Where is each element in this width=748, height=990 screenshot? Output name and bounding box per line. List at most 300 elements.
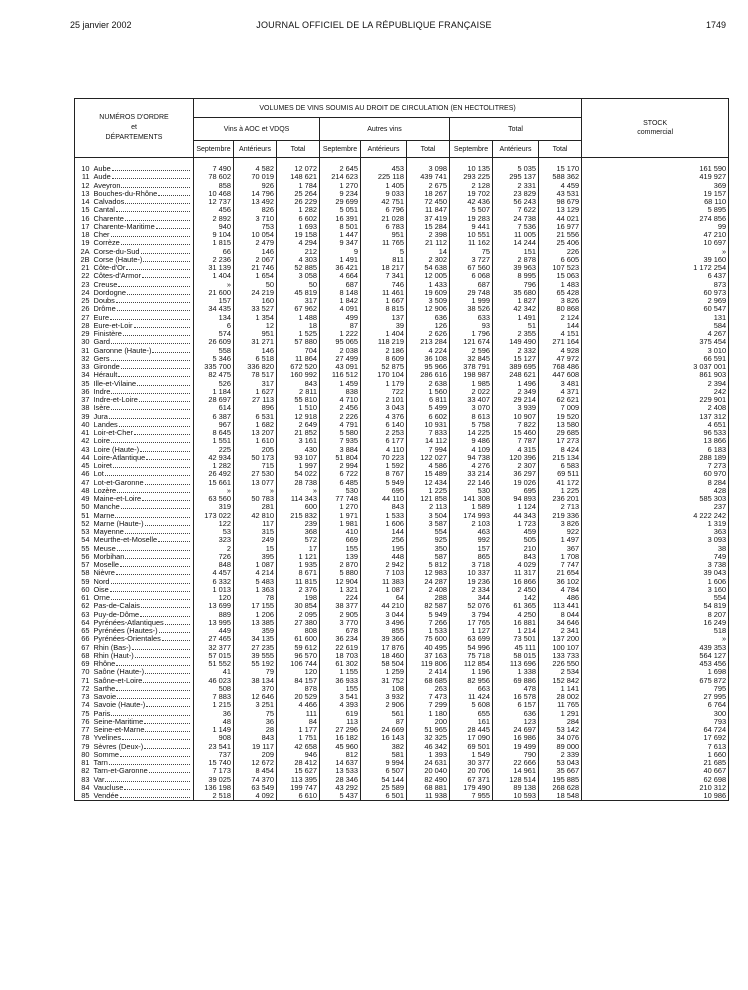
table-row bbox=[75, 520, 729, 528]
value-cell: 57 880 bbox=[277, 338, 320, 346]
department-name: Hérault bbox=[93, 371, 118, 380]
table-row bbox=[75, 569, 729, 577]
value-cell: 3 160 bbox=[582, 586, 729, 594]
value-cell: 3 939 bbox=[493, 404, 539, 412]
value-cell: 1 496 bbox=[493, 380, 539, 388]
value-cell: 1 491 bbox=[320, 256, 361, 264]
value-cell: 52 875 bbox=[361, 363, 407, 371]
dot-leader bbox=[116, 664, 190, 666]
value-cell: 38 bbox=[582, 545, 729, 553]
department-name: Indre-et-Loire bbox=[93, 396, 138, 404]
department-number: 44 bbox=[75, 454, 93, 462]
department-number: 54 bbox=[75, 536, 93, 544]
table-row bbox=[75, 454, 729, 462]
value-cell: 1 087 bbox=[234, 561, 277, 569]
department-name-cell bbox=[93, 668, 194, 676]
department-name: Pyrénées (Hautes-) bbox=[93, 627, 158, 635]
table-row bbox=[75, 190, 729, 198]
value-cell: 63 560 bbox=[194, 495, 234, 503]
department-name: Gers bbox=[93, 354, 110, 363]
value-cell: 9 441 bbox=[450, 223, 493, 231]
value-cell: 34 646 bbox=[539, 619, 582, 627]
department-number: 56 bbox=[75, 553, 93, 561]
value-cell: 21 852 bbox=[277, 429, 320, 437]
value-cell: 13 580 bbox=[539, 421, 582, 429]
value-cell: 8 207 bbox=[582, 611, 729, 619]
value-cell: 62 698 bbox=[582, 776, 729, 784]
value-cell: 1 592 bbox=[361, 462, 407, 470]
value-cell: 8 424 bbox=[539, 446, 582, 454]
value-cell: 678 bbox=[320, 627, 361, 635]
dot-leader bbox=[125, 532, 190, 534]
value-cell: 17 273 bbox=[539, 437, 582, 445]
department-number: 57 bbox=[75, 561, 93, 569]
dot-leader bbox=[121, 367, 190, 369]
value-cell: 256 bbox=[361, 536, 407, 544]
value-cell: 1 225 bbox=[539, 487, 582, 495]
value-cell: 6 811 bbox=[407, 396, 450, 404]
value-cell: 39 160 bbox=[582, 256, 729, 264]
value-cell: 926 bbox=[234, 182, 277, 190]
value-cell: 9 994 bbox=[361, 759, 407, 767]
value-cell: 3 043 bbox=[361, 404, 407, 412]
value-cell: 1 693 bbox=[277, 223, 320, 231]
value-cell: 7 273 bbox=[582, 462, 729, 470]
value-cell: 7 266 bbox=[407, 619, 450, 627]
value-cell: 4 582 bbox=[234, 165, 277, 173]
value-cell: 288 189 bbox=[582, 454, 729, 462]
value-cell: 36 297 bbox=[493, 470, 539, 478]
department-name: Indre bbox=[93, 387, 111, 396]
value-cell: 600 bbox=[277, 503, 320, 511]
value-cell: 24 219 bbox=[234, 289, 277, 297]
table-row bbox=[75, 371, 729, 379]
value-cell: 10 986 bbox=[582, 792, 729, 801]
dot-leader bbox=[126, 268, 190, 270]
dep-header-line: DÉPARTEMENTS bbox=[105, 134, 163, 141]
value-cell: 27 380 bbox=[277, 619, 320, 627]
value-cell: 2 456 bbox=[320, 404, 361, 412]
value-cell: 1 225 bbox=[407, 487, 450, 495]
department-name: Loire-Atlantique bbox=[93, 453, 146, 462]
value-cell: 795 bbox=[582, 685, 729, 693]
table-row bbox=[75, 281, 729, 289]
value-cell: 236 201 bbox=[539, 495, 582, 503]
value-cell: 2 906 bbox=[361, 701, 407, 709]
department-name-cell bbox=[93, 437, 194, 445]
value-cell: 13 077 bbox=[234, 479, 277, 487]
department-number: 76 bbox=[75, 718, 93, 726]
department-number: 21 bbox=[75, 264, 93, 272]
value-cell: 34 435 bbox=[194, 305, 234, 313]
value-cell: 37 163 bbox=[407, 652, 450, 660]
value-cell: 447 608 bbox=[539, 371, 582, 379]
value-cell: 52 885 bbox=[277, 264, 320, 272]
department-name-cell bbox=[93, 586, 194, 594]
value-cell: 18 217 bbox=[361, 264, 407, 272]
value-cell: 5 507 bbox=[450, 206, 493, 214]
department-name-cell bbox=[93, 248, 194, 256]
table-row bbox=[75, 413, 729, 421]
value-cell: 120 bbox=[277, 668, 320, 676]
value-cell: 6 177 bbox=[361, 437, 407, 445]
department-name: Charente-Maritime bbox=[93, 222, 155, 231]
table-row bbox=[75, 561, 729, 569]
dot-leader bbox=[117, 491, 190, 493]
value-cell: 7 341 bbox=[361, 272, 407, 280]
value-cell: 47 210 bbox=[582, 231, 729, 239]
value-cell: 1 971 bbox=[320, 512, 361, 520]
value-cell: 120 396 bbox=[493, 454, 539, 462]
dot-leader bbox=[156, 227, 190, 229]
department-number: 19 bbox=[75, 239, 93, 247]
value-cell: 1 723 bbox=[493, 520, 539, 528]
value-cell: 3 710 bbox=[234, 215, 277, 223]
group-header-aoc: Vins à AOC et VDQS bbox=[194, 118, 320, 141]
value-cell: 33 407 bbox=[450, 396, 493, 404]
value-cell: 554 bbox=[582, 594, 729, 602]
value-cell: 9 347 bbox=[320, 239, 361, 247]
value-cell: 1 363 bbox=[234, 586, 277, 594]
value-cell: 113 696 bbox=[493, 660, 539, 668]
value-cell: 14 796 bbox=[234, 190, 277, 198]
value-cell: 118 219 bbox=[361, 338, 407, 346]
value-cell: 2 128 bbox=[450, 182, 493, 190]
department-name-cell bbox=[93, 338, 194, 346]
value-cell: 1 433 bbox=[407, 281, 450, 289]
dot-leader bbox=[158, 194, 190, 196]
value-cell: 7 613 bbox=[582, 743, 729, 751]
department-name-cell bbox=[93, 776, 194, 784]
value-cell: 94 893 bbox=[493, 495, 539, 503]
value-cell: 36 933 bbox=[320, 677, 361, 685]
department-number: 14 bbox=[75, 198, 93, 206]
value-cell: 4 928 bbox=[539, 347, 582, 355]
department-name-cell bbox=[93, 470, 194, 478]
value-cell: 2 067 bbox=[234, 256, 277, 264]
value-cell: 225 118 bbox=[361, 173, 407, 181]
department-name-cell bbox=[93, 223, 194, 231]
table-row bbox=[75, 602, 729, 610]
value-cell: 68 110 bbox=[582, 198, 729, 206]
dot-leader bbox=[111, 598, 190, 600]
value-cell: 146 bbox=[234, 347, 277, 355]
value-cell: 26 492 bbox=[194, 470, 234, 478]
value-cell: 200 bbox=[407, 718, 450, 726]
value-cell: 8 767 bbox=[361, 470, 407, 478]
value-cell: 6 531 bbox=[234, 413, 277, 421]
dot-leader bbox=[142, 276, 190, 278]
value-cell: 28 346 bbox=[320, 776, 361, 784]
department-name-cell bbox=[93, 545, 194, 553]
value-cell: 161 590 bbox=[582, 165, 729, 173]
value-cell: 12 434 bbox=[407, 479, 450, 487]
value-cell: 2 236 bbox=[194, 256, 234, 264]
value-cell: 9 bbox=[320, 248, 361, 256]
department-name: Orne bbox=[93, 594, 110, 602]
table-row bbox=[75, 718, 729, 726]
value-cell: 18 703 bbox=[320, 652, 361, 660]
dot-leader bbox=[125, 557, 190, 559]
value-cell: 908 bbox=[194, 734, 234, 742]
group-header-autres: Autres vins bbox=[320, 118, 450, 141]
department-number: 2B bbox=[75, 256, 93, 264]
department-name: Landes bbox=[93, 420, 118, 429]
department-number: 39 bbox=[75, 413, 93, 421]
table-row bbox=[75, 239, 729, 247]
value-cell: 695 bbox=[361, 487, 407, 495]
value-cell: 209 bbox=[234, 751, 277, 759]
value-cell: 1 172 254 bbox=[582, 264, 729, 272]
value-cell: 20 706 bbox=[450, 767, 493, 775]
value-cell: 61 365 bbox=[493, 602, 539, 610]
department-name-cell bbox=[93, 536, 194, 544]
department-number: 72 bbox=[75, 685, 93, 693]
value-cell: 2 394 bbox=[582, 380, 729, 388]
department-name: Côtes-d'Armor bbox=[93, 272, 141, 281]
value-cell: 655 bbox=[450, 710, 493, 718]
table-row bbox=[75, 437, 729, 445]
value-cell: 865 bbox=[450, 553, 493, 561]
value-cell: 46 342 bbox=[407, 743, 450, 751]
value-cell: 925 bbox=[407, 536, 450, 544]
value-cell: 1 319 bbox=[582, 520, 729, 528]
value-cell: 6 332 bbox=[194, 578, 234, 586]
value-cell: 858 bbox=[194, 182, 234, 190]
value-cell: 28 412 bbox=[277, 759, 320, 767]
dep-header-line: NUMÉROS D'ORDRE bbox=[99, 114, 169, 121]
value-cell: 9 033 bbox=[361, 190, 407, 198]
value-cell: 21 600 bbox=[194, 289, 234, 297]
value-cell: 9 234 bbox=[320, 190, 361, 198]
value-cell: 336 820 bbox=[234, 363, 277, 371]
table-row bbox=[75, 338, 729, 346]
value-cell: 19 158 bbox=[277, 231, 320, 239]
value-cell: 561 bbox=[361, 710, 407, 718]
table-row bbox=[75, 776, 729, 784]
department-number: 29 bbox=[75, 330, 93, 338]
value-cell: 146 bbox=[234, 248, 277, 256]
table-row bbox=[75, 231, 729, 239]
value-cell: 21 112 bbox=[407, 239, 450, 247]
value-cell: 7 787 bbox=[493, 437, 539, 445]
value-cell: 155 bbox=[320, 545, 361, 553]
value-cell: 6 783 bbox=[361, 223, 407, 231]
value-cell: 274 856 bbox=[582, 215, 729, 223]
table-body bbox=[75, 158, 729, 801]
value-cell: 2 892 bbox=[194, 215, 234, 223]
department-name: Paris bbox=[93, 709, 111, 718]
value-cell: 951 bbox=[361, 231, 407, 239]
department-name: Morbihan bbox=[93, 552, 125, 561]
value-cell: 54 996 bbox=[450, 644, 493, 652]
value-cell: 7 833 bbox=[407, 429, 450, 437]
value-cell: 4 267 bbox=[582, 330, 729, 338]
value-cell: 2 414 bbox=[407, 668, 450, 676]
department-name: Meurthe-et-Moselle bbox=[93, 536, 158, 545]
table-row bbox=[75, 512, 729, 520]
value-cell: 40 667 bbox=[582, 767, 729, 775]
dot-leader bbox=[146, 458, 190, 460]
department-number: 45 bbox=[75, 462, 93, 470]
dot-leader bbox=[120, 565, 190, 567]
department-name: Corrèze bbox=[93, 239, 120, 248]
department-name: Saône-et-Loire bbox=[93, 676, 143, 685]
department-number: 69 bbox=[75, 660, 93, 668]
department-name: Yvelines bbox=[93, 734, 122, 743]
value-cell: 1 999 bbox=[450, 297, 493, 305]
department-number: 53 bbox=[75, 528, 93, 536]
department-name-cell bbox=[93, 644, 194, 652]
department-number: 51 bbox=[75, 512, 93, 520]
value-cell: 79 bbox=[234, 668, 277, 676]
value-cell: 6 387 bbox=[194, 413, 234, 421]
value-cell: 6 485 bbox=[320, 479, 361, 487]
value-cell: 215 832 bbox=[277, 512, 320, 520]
value-cell: 12 906 bbox=[407, 305, 450, 313]
value-cell: 8 613 bbox=[450, 413, 493, 421]
value-cell: 52 076 bbox=[450, 602, 493, 610]
department-number: 11 bbox=[75, 173, 93, 181]
table-row bbox=[75, 578, 729, 586]
value-cell: 68 685 bbox=[407, 677, 450, 685]
value-cell: 56 243 bbox=[493, 198, 539, 206]
value-cell: 2 994 bbox=[320, 462, 361, 470]
value-cell: 33 527 bbox=[234, 305, 277, 313]
table-row bbox=[75, 322, 729, 330]
value-cell: 663 bbox=[450, 685, 493, 693]
value-cell: 12 646 bbox=[234, 693, 277, 701]
department-number: 24 bbox=[75, 289, 93, 297]
value-cell: 15 489 bbox=[407, 470, 450, 478]
department-name-cell bbox=[93, 619, 194, 627]
department-name: Isère bbox=[93, 404, 110, 413]
department-name-cell bbox=[93, 413, 194, 421]
value-cell: 3 718 bbox=[450, 561, 493, 569]
value-cell: 8 671 bbox=[277, 569, 320, 577]
value-cell: 14 225 bbox=[450, 429, 493, 437]
value-cell: 6 764 bbox=[582, 701, 729, 709]
value-cell: 6 507 bbox=[361, 767, 407, 775]
value-cell: 448 bbox=[361, 553, 407, 561]
value-cell: 6 796 bbox=[361, 206, 407, 214]
value-cell: 121 858 bbox=[407, 495, 450, 503]
value-cell: 1 533 bbox=[407, 627, 450, 635]
department-name-cell bbox=[93, 767, 194, 775]
value-cell: 5 346 bbox=[194, 355, 234, 363]
value-cell: » bbox=[582, 635, 729, 643]
value-cell: 463 bbox=[450, 528, 493, 536]
value-cell: 3 070 bbox=[450, 404, 493, 412]
department-number: 74 bbox=[75, 701, 93, 709]
departments-header bbox=[75, 99, 194, 158]
value-cell: 39 555 bbox=[234, 652, 277, 660]
value-cell: 7 299 bbox=[407, 701, 450, 709]
department-number: 37 bbox=[75, 396, 93, 404]
value-cell: 199 747 bbox=[277, 784, 320, 792]
value-cell: 14 244 bbox=[493, 239, 539, 247]
department-number: 68 bbox=[75, 652, 93, 660]
dot-leader bbox=[110, 590, 190, 592]
department-name-cell bbox=[93, 512, 194, 520]
value-cell: 3 161 bbox=[277, 437, 320, 445]
value-cell: 41 172 bbox=[539, 479, 582, 487]
department-name: Nord bbox=[93, 577, 110, 586]
value-cell: 584 bbox=[582, 322, 729, 330]
value-cell: 54 022 bbox=[277, 470, 320, 478]
department-number: 43 bbox=[75, 446, 93, 454]
value-cell: 370 bbox=[234, 685, 277, 693]
department-number: 61 bbox=[75, 594, 93, 602]
value-cell: 1 180 bbox=[407, 710, 450, 718]
dot-leader bbox=[117, 697, 190, 699]
value-cell: 27 296 bbox=[320, 726, 361, 734]
value-cell: 213 284 bbox=[407, 338, 450, 346]
value-cell: 77 748 bbox=[320, 495, 361, 503]
value-cell: 675 872 bbox=[582, 677, 729, 685]
table-row bbox=[75, 297, 729, 305]
value-cell: 61 302 bbox=[320, 660, 361, 668]
value-cell: 10 907 bbox=[493, 413, 539, 421]
value-cell: 214 623 bbox=[320, 173, 361, 181]
value-cell: 128 514 bbox=[493, 776, 539, 784]
value-cell: 38 134 bbox=[234, 677, 277, 685]
table-row bbox=[75, 619, 729, 627]
value-cell: 13 492 bbox=[234, 198, 277, 206]
value-cell: 29 685 bbox=[539, 429, 582, 437]
value-cell: 58 504 bbox=[361, 660, 407, 668]
value-cell: 1 447 bbox=[320, 231, 361, 239]
department-name: Aveyron bbox=[93, 181, 121, 190]
department-name: Vaucluse bbox=[93, 783, 124, 792]
department-name: Var bbox=[93, 775, 105, 784]
department-name-cell bbox=[93, 652, 194, 660]
department-name-cell bbox=[93, 611, 194, 619]
value-cell: 1 560 bbox=[407, 388, 450, 396]
value-cell: 63 699 bbox=[450, 635, 493, 643]
department-name: Côte-d'Or bbox=[93, 264, 126, 272]
value-cell: 19 117 bbox=[234, 743, 277, 751]
value-cell: 10 337 bbox=[450, 569, 493, 577]
value-cell: 843 bbox=[493, 553, 539, 561]
value-cell: 1 259 bbox=[361, 668, 407, 676]
value-cell: 300 bbox=[582, 710, 729, 718]
value-cell: 1 087 bbox=[361, 586, 407, 594]
value-cell: 6 bbox=[194, 322, 234, 330]
value-cell: 17 155 bbox=[234, 602, 277, 610]
value-cell: 108 bbox=[361, 685, 407, 693]
department-name: Pas-de-Calais bbox=[93, 602, 140, 611]
value-cell: 1 667 bbox=[361, 297, 407, 305]
value-cell: 26 229 bbox=[277, 198, 320, 206]
department-name: Loir-et-Cher bbox=[93, 429, 133, 437]
table-row bbox=[75, 792, 729, 801]
table-row bbox=[75, 347, 729, 355]
value-cell: 58 015 bbox=[493, 652, 539, 660]
department-number: 77 bbox=[75, 726, 93, 734]
value-cell: 19 520 bbox=[539, 413, 582, 421]
value-cell: 75 600 bbox=[407, 635, 450, 643]
value-cell: 951 bbox=[234, 330, 277, 338]
value-cell: 61 600 bbox=[277, 635, 320, 643]
value-cell: 32 325 bbox=[407, 734, 450, 742]
value-cell: 793 bbox=[582, 718, 729, 726]
value-cell: 8 645 bbox=[194, 429, 234, 437]
value-cell: 363 bbox=[582, 528, 729, 536]
department-number: 36 bbox=[75, 388, 93, 396]
department-name-cell bbox=[93, 594, 194, 602]
dot-leader bbox=[121, 507, 190, 509]
